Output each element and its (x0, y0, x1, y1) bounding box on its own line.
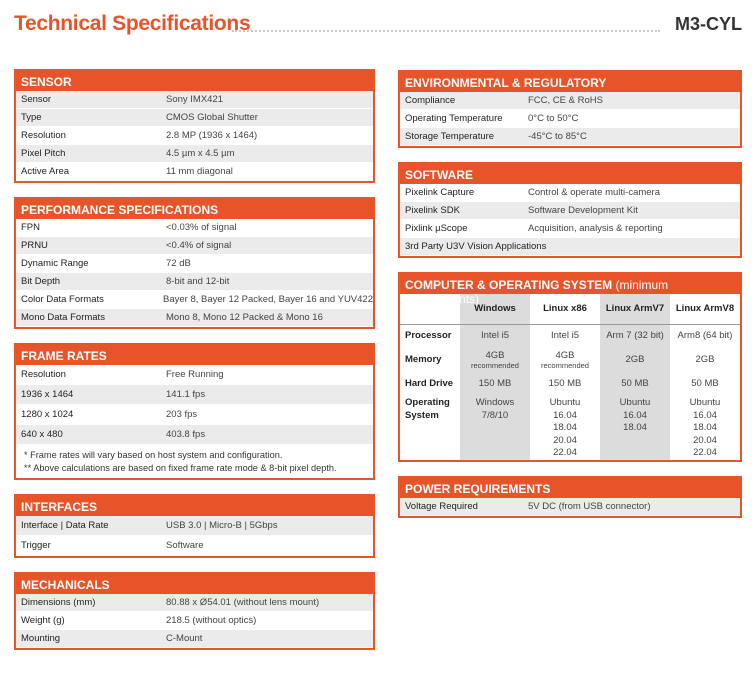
panel-title: ENVIRONMENTAL & REGULATORY (400, 72, 740, 92)
panel-title: MECHANICALS (16, 574, 373, 594)
table-cell: 50 MB (691, 378, 719, 389)
spec-value: <0.03% of signal (166, 222, 237, 233)
spec-row (16, 109, 373, 127)
frame-rate-notes (16, 445, 373, 478)
spec-row (16, 630, 373, 648)
spec-row (400, 92, 740, 110)
panel-title: SENSOR (16, 71, 373, 91)
row-label: Memory (405, 354, 442, 365)
os-line: Ubuntu (619, 397, 651, 408)
column-header: Linux ArmV7 (600, 294, 670, 324)
spec-value: 141.1 fps (166, 389, 206, 400)
spec-key: Color Data Formats (21, 294, 104, 305)
os-line: 18.04 (623, 422, 647, 434)
os-line: 7/8/10 (481, 409, 509, 421)
column-header: Linux ArmV8 (675, 303, 735, 315)
table-cell (670, 394, 740, 460)
spec-row (16, 536, 373, 556)
spec-key: Voltage Required (405, 500, 478, 512)
os-line: 16.04 (623, 409, 647, 421)
panel-title: POWER REQUIREMENTS (400, 478, 740, 498)
table-cell: 2GB (600, 346, 670, 373)
interfaces-panel (14, 494, 375, 558)
spec-key: Bit Depth (21, 276, 61, 287)
os-line: 18.04 (553, 422, 577, 434)
spec-key: Type (21, 112, 42, 123)
table-cell (530, 346, 600, 373)
table-cell (460, 394, 530, 460)
os-line: 20.04 (693, 434, 717, 446)
spec-row (16, 405, 373, 425)
spec-row (16, 425, 373, 445)
spec-value: USB 3.0 | Micro-B | 5Gbps (166, 520, 278, 531)
table-cell: 50 MB (600, 373, 670, 394)
spec-row (16, 237, 373, 255)
spec-row (400, 220, 740, 238)
power-panel (398, 476, 742, 518)
spec-key: Pixelink SDK (405, 205, 460, 216)
spec-row (16, 163, 373, 181)
spec-key: Mounting (21, 633, 61, 644)
panel-title-text: COMPUTER & OPERATING SYSTEM (405, 278, 613, 292)
spec-row (16, 273, 373, 291)
spec-row (16, 219, 373, 237)
os-line: 20.04 (553, 434, 577, 446)
os-line: 22.04 (553, 447, 577, 459)
note-line: ** Above calculations are based on fixed frame rate mode & 8-bit pixel depth. (24, 462, 337, 473)
row-label: Processor (400, 324, 460, 346)
panel-title: FRAME RATES (16, 345, 373, 365)
os-line: 22.04 (693, 447, 717, 459)
table-cell (460, 346, 530, 373)
spec-value: 72 dB (166, 258, 191, 269)
os-line: 16.04 (553, 409, 577, 421)
spec-row (16, 594, 373, 612)
spec-value: 80.88 x Ø54.01 (without lens mount) (166, 597, 320, 608)
os-requirements-table (400, 294, 740, 460)
note-line: * Frame rates will vary based on host system and configuration. (24, 450, 283, 460)
spec-key: Mono Data Formats (21, 312, 105, 323)
row-label-line: System (405, 409, 439, 421)
frame-rates-panel (14, 343, 375, 480)
os-line: Windows (475, 397, 515, 408)
spec-value: Mono 8, Mono 12 Packed & Mono 16 (166, 312, 323, 323)
spec-key: 3rd Party U3V Vision Applications (405, 241, 547, 252)
table-cell: 150 MB (460, 373, 530, 394)
page-header (14, 10, 742, 40)
spec-key: 1936 x 1464 (21, 389, 74, 400)
spec-key: 640 x 480 (21, 429, 63, 440)
table-row (400, 394, 740, 460)
recommended-note: recommended (471, 360, 519, 370)
right-column (398, 70, 742, 532)
model-name: M3-CYL (675, 14, 742, 34)
spec-key: Compliance (405, 95, 456, 106)
spec-row (16, 255, 373, 273)
spec-key: FPN (21, 222, 40, 233)
mechanicals-panel (14, 572, 375, 650)
row-label: Hard Drive (405, 378, 454, 389)
spec-row (400, 184, 740, 202)
spec-value: 403.8 fps (166, 429, 206, 440)
spec-key: Resolution (21, 130, 66, 141)
row-label-line: Operating (405, 397, 450, 408)
spec-row (16, 309, 373, 327)
table-row (400, 346, 740, 373)
column-header: Linux x86 (543, 303, 587, 315)
spec-value: Free Running (166, 369, 224, 380)
spec-key: Trigger (21, 540, 51, 551)
spec-row (400, 498, 740, 516)
spec-value: Bayer 8, Bayer 12 Packed, Bayer 16 and YUV422 (162, 294, 373, 305)
panel-title (400, 274, 740, 306)
spec-value: 5V DC (from USB connector) (528, 500, 651, 512)
memory-value: 4GB (485, 349, 505, 361)
spec-value: Software (166, 540, 204, 551)
spec-row (400, 202, 740, 220)
panel-title: SOFTWARE (400, 164, 740, 184)
spec-key: Pixlink µScope (405, 223, 468, 234)
memory-value: 4GB (555, 349, 575, 361)
table-cell: Intel i5 (460, 324, 530, 346)
spec-value: Acquisition, analysis & reporting (528, 223, 663, 234)
spec-value: -45°C to 85°C (528, 131, 587, 142)
os-line: 18.04 (693, 422, 717, 434)
column-header: Windows (460, 294, 530, 324)
spec-value: FCC, CE & RoHS (528, 95, 603, 106)
spec-value: 218.5 (without optics) (166, 615, 257, 626)
table-cell: Intel i5 (530, 324, 600, 346)
spec-key: Interface | Data Rate (21, 520, 109, 531)
spec-value: 4.5 µm x 4.5 µm (166, 148, 235, 159)
spec-key: Operating Temperature (405, 113, 503, 124)
os-line: 16.04 (693, 409, 717, 421)
software-panel (398, 162, 742, 258)
spec-key: Dynamic Range (21, 258, 89, 269)
spec-key: Pixelink Capture (405, 187, 475, 198)
os-line: Ubuntu (549, 397, 581, 408)
panel-title: INTERFACES (16, 496, 373, 516)
table-cell: 2GB (695, 354, 715, 365)
table-cell: Arm 7 (32 bit) (600, 324, 670, 346)
spec-value: Control & operate multi-camera (528, 187, 660, 198)
spec-value: <0.4% of signal (166, 240, 232, 251)
recommended-note: recommended (541, 360, 589, 370)
table-cell: 150 MB (548, 378, 582, 389)
spec-row (400, 238, 740, 256)
spec-row (16, 365, 373, 385)
row-label (400, 394, 460, 460)
header-dotted-leader (232, 30, 660, 32)
spec-key: Dimensions (mm) (21, 597, 96, 608)
spec-row (16, 91, 373, 109)
spec-row (400, 128, 740, 146)
table-row (400, 373, 740, 394)
table-cell (600, 394, 670, 460)
spec-value: CMOS Global Shutter (166, 112, 258, 123)
spec-key: Weight (g) (21, 615, 65, 626)
spec-value: 203 fps (166, 409, 198, 420)
spec-value: 11 mm diagonal (166, 166, 233, 177)
spec-row (16, 612, 373, 630)
sensor-panel (14, 69, 375, 183)
spec-key: Pixel Pitch (21, 148, 66, 159)
spec-row (16, 291, 373, 309)
spec-key: Active Area (21, 166, 70, 177)
page-title: Technical Specifications (14, 12, 251, 35)
spec-key: Storage Temperature (405, 131, 495, 142)
performance-panel (14, 197, 375, 329)
spec-row (16, 385, 373, 405)
panel-title: PERFORMANCE SPECIFICATIONS (16, 199, 373, 219)
spec-row (16, 145, 373, 163)
environmental-panel (398, 70, 742, 148)
spec-key: 1280 x 1024 (21, 409, 74, 420)
spec-value: Sony IMX421 (166, 94, 224, 105)
spec-value: 2.8 MP (1936 x 1464) (166, 130, 258, 141)
os-line: Ubuntu (689, 397, 721, 408)
panel-subtitle: (minimum requirements) (405, 278, 669, 306)
spec-value: 8-bit and 12-bit (166, 276, 230, 287)
table-cell: Arm8 (64 bit) (670, 324, 740, 346)
left-column (14, 69, 375, 664)
spec-key: Sensor (21, 94, 52, 105)
spec-row (16, 516, 373, 536)
spec-key: Resolution (21, 369, 66, 380)
spec-row (400, 110, 740, 128)
table-row (400, 324, 740, 346)
spec-value: C-Mount (166, 633, 203, 644)
spec-key: PRNU (21, 240, 48, 251)
spec-value: Software Development Kit (528, 205, 638, 216)
spec-row (16, 127, 373, 145)
spec-value: 0°C to 50°C (528, 113, 579, 124)
computer-os-panel (398, 272, 742, 462)
table-cell (530, 394, 600, 460)
